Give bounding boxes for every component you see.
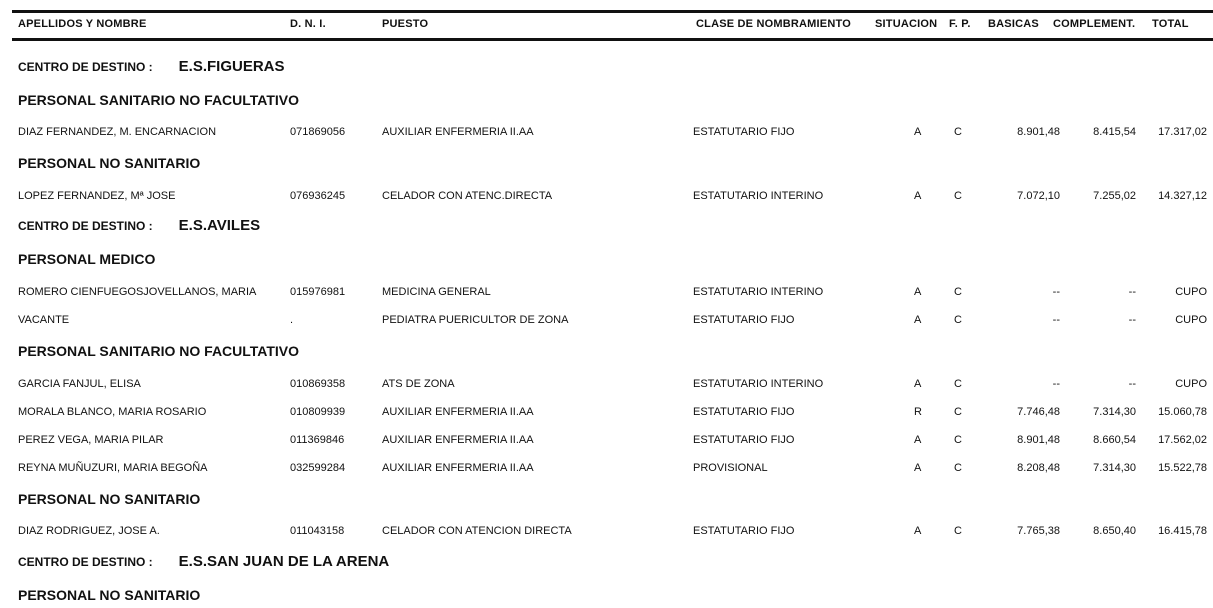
cell-total: 15.522,78 (1158, 462, 1207, 474)
cell-name: LOPEZ FERNANDEZ, Mª JOSE (18, 190, 176, 202)
cell-puesto: AUXILIAR ENFERMERIA II.AA (382, 406, 534, 418)
cell-clase: ESTATUTARIO INTERINO (693, 378, 824, 390)
cell-situacion: A (914, 378, 922, 390)
centro-name: E.S.SAN JUAN DE LA ARENA (178, 553, 390, 570)
col-header-basicas: BASICAS (988, 18, 1039, 30)
cell-complement: 7.314,30 (1093, 462, 1136, 474)
cell-total: 14.327,12 (1158, 190, 1207, 202)
centro-heading (18, 58, 285, 76)
cell-clase: ESTATUTARIO FIJO (693, 314, 795, 326)
cell-dni: 015976981 (290, 286, 346, 298)
cell-fp: C (954, 525, 962, 537)
cell-name: PEREZ VEGA, MARIA PILAR (18, 434, 164, 446)
table-row (0, 406, 1213, 422)
table-row (0, 314, 1213, 330)
cell-name: DIAZ FERNANDEZ, M. ENCARNACION (18, 126, 217, 138)
cell-total: 16.415,78 (1158, 525, 1207, 537)
header-top-rule (12, 10, 1213, 13)
cell-basicas: -- (1052, 378, 1060, 390)
table-row (0, 286, 1213, 302)
table-row (0, 525, 1213, 541)
cell-fp: C (954, 462, 962, 474)
cell-clase: ESTATUTARIO INTERINO (693, 286, 824, 298)
cell-clase: PROVISIONAL (693, 462, 768, 474)
cell-puesto: PEDIATRA PUERICULTOR DE ZONA (382, 314, 569, 326)
centro-name: E.S.AVILES (178, 217, 261, 234)
cell-complement: 8.650,40 (1093, 525, 1136, 537)
cell-total: 17.317,02 (1158, 126, 1207, 138)
cell-puesto: CELADOR CON ATENCION DIRECTA (382, 525, 572, 537)
cell-basicas: 7.072,10 (1017, 190, 1060, 202)
cell-basicas: 8.208,48 (1017, 462, 1060, 474)
section-title: PERSONAL NO SANITARIO (18, 587, 201, 603)
cell-puesto: MEDICINA GENERAL (382, 286, 491, 298)
cell-fp: C (954, 126, 962, 138)
header-bottom-rule (12, 38, 1213, 41)
cell-basicas: -- (1052, 286, 1060, 298)
section-title: PERSONAL NO SANITARIO (18, 491, 201, 507)
cell-situacion: A (914, 314, 922, 326)
cell-complement: 7.314,30 (1093, 406, 1136, 418)
cell-situacion: A (914, 525, 922, 537)
cell-fp: C (954, 378, 962, 390)
cell-complement: 8.660,54 (1093, 434, 1136, 446)
cell-total: CUPO (1175, 314, 1207, 326)
cell-clase: ESTATUTARIO FIJO (693, 434, 795, 446)
cell-dni: 071869056 (290, 126, 346, 138)
cell-complement: 7.255,02 (1093, 190, 1136, 202)
centro-label: CENTRO DE DESTINO : (18, 60, 153, 74)
cell-total: CUPO (1175, 378, 1207, 390)
cell-dni: 011369846 (290, 434, 345, 446)
col-header-dni: D. N. I. (290, 18, 326, 30)
cell-complement: -- (1128, 286, 1136, 298)
centro-label: CENTRO DE DESTINO : (18, 555, 153, 569)
cell-dni: . (290, 314, 294, 326)
cell-situacion: R (914, 406, 922, 418)
col-header-name: APELLIDOS Y NOMBRE (18, 18, 147, 30)
cell-basicas: 8.901,48 (1017, 434, 1060, 446)
centro-name: E.S.FIGUERAS (178, 58, 285, 75)
cell-name: DIAZ RODRIGUEZ, JOSE A. (18, 525, 160, 537)
table-row (0, 434, 1213, 450)
cell-situacion: A (914, 190, 922, 202)
cell-dni: 076936245 (290, 190, 346, 202)
cell-name: MORALA BLANCO, MARIA ROSARIO (18, 406, 207, 418)
cell-puesto: CELADOR CON ATENC.DIRECTA (382, 190, 553, 202)
cell-total: CUPO (1175, 286, 1207, 298)
cell-name: REYNA MUÑUZURI, MARIA BEGOÑA (18, 462, 208, 474)
section-title: PERSONAL NO SANITARIO (18, 155, 201, 171)
cell-name: VACANTE (18, 314, 70, 326)
cell-basicas: 7.746,48 (1017, 406, 1060, 418)
col-header-fp: F. P. (949, 18, 971, 30)
cell-complement: -- (1128, 378, 1136, 390)
col-header-clase: CLASE DE NOMBRAMIENTO (696, 18, 851, 30)
cell-fp: C (954, 434, 962, 446)
cell-total: 17.562,02 (1158, 434, 1207, 446)
table-row (0, 378, 1213, 394)
col-header-total: TOTAL (1152, 18, 1189, 30)
cell-total: 15.060,78 (1158, 406, 1207, 418)
cell-complement: 8.415,54 (1093, 126, 1136, 138)
section-title: PERSONAL SANITARIO NO FACULTATIVO (18, 343, 300, 359)
cell-fp: C (954, 406, 962, 418)
centro-heading (18, 217, 260, 235)
table-row (0, 462, 1213, 478)
cell-name: GARCIA FANJUL, ELISA (18, 378, 141, 390)
cell-puesto: AUXILIAR ENFERMERIA II.AA (382, 434, 534, 446)
cell-puesto: ATS DE ZONA (382, 378, 455, 390)
cell-basicas: -- (1052, 314, 1060, 326)
cell-clase: ESTATUTARIO FIJO (693, 126, 795, 138)
cell-clase: ESTATUTARIO INTERINO (693, 190, 824, 202)
cell-situacion: A (914, 434, 922, 446)
cell-puesto: AUXILIAR ENFERMERIA II.AA (382, 462, 534, 474)
cell-fp: C (954, 190, 962, 202)
cell-basicas: 8.901,48 (1017, 126, 1060, 138)
table-row (0, 126, 1213, 142)
section-title: PERSONAL MEDICO (18, 251, 156, 267)
section-title: PERSONAL SANITARIO NO FACULTATIVO (18, 92, 300, 108)
cell-dni: 010869358 (290, 378, 346, 390)
cell-dni: 010809939 (290, 406, 346, 418)
col-header-situacion: SITUACION (875, 18, 938, 30)
cell-situacion: A (914, 126, 922, 138)
cell-clase: ESTATUTARIO FIJO (693, 406, 795, 418)
table-row (0, 190, 1213, 206)
cell-fp: C (954, 314, 962, 326)
col-header-complement: COMPLEMENT. (1053, 18, 1136, 30)
cell-complement: -- (1128, 314, 1136, 326)
col-header-puesto: PUESTO (382, 18, 429, 30)
cell-situacion: A (914, 286, 922, 298)
cell-dni: 032599284 (290, 462, 346, 474)
centro-label: CENTRO DE DESTINO : (18, 219, 153, 233)
cell-situacion: A (914, 462, 922, 474)
cell-dni: 011043158 (290, 525, 345, 537)
cell-fp: C (954, 286, 962, 298)
cell-clase: ESTATUTARIO FIJO (693, 525, 795, 537)
cell-puesto: AUXILIAR ENFERMERIA II.AA (382, 126, 534, 138)
cell-basicas: 7.765,38 (1017, 525, 1060, 537)
centro-heading (18, 553, 389, 571)
cell-name: ROMERO CIENFUEGOSJOVELLANOS, MARIA (18, 286, 257, 298)
